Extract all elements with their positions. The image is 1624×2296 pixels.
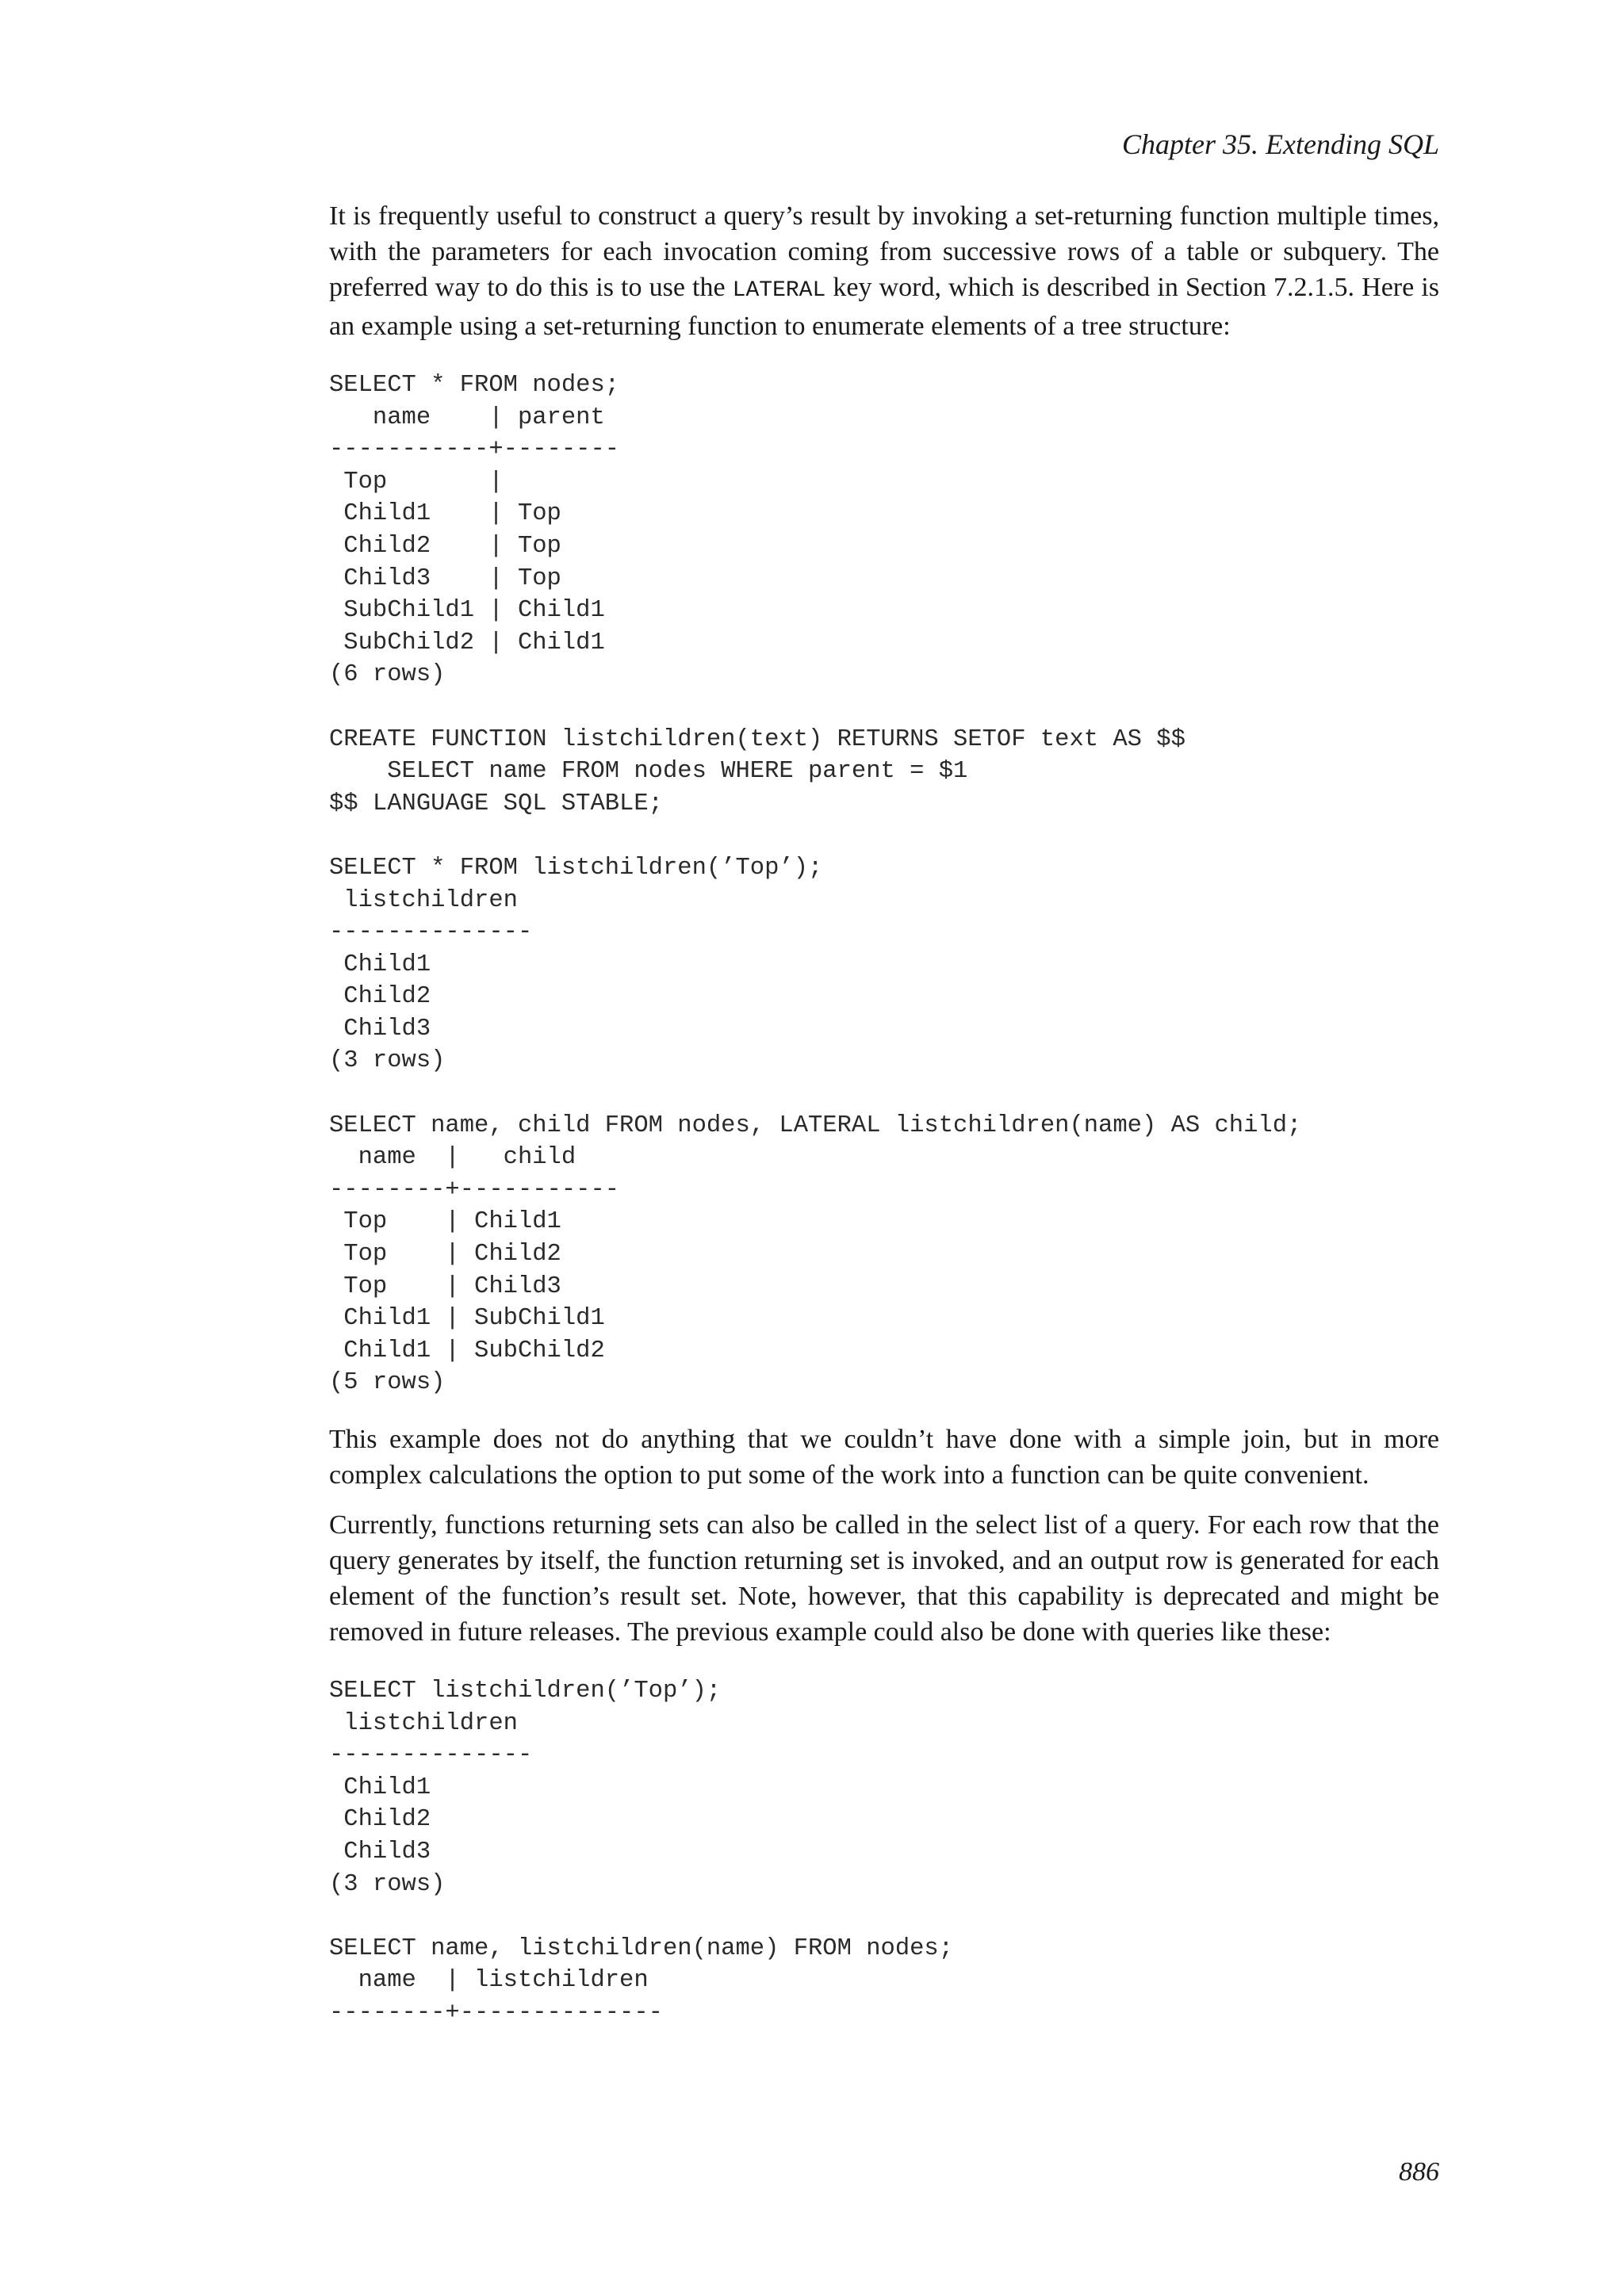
page-body [329, 198, 1439, 2030]
lateral-keyword: LATERAL [732, 278, 826, 303]
code-example-listchildren: SELECT * FROM nodes; name | parent -----------+-------- Top | Child1 | Top Child2 | Top Child3 | Top SubChild1 | Child1 SubChild2 | Child1 (6 rows) CREATE FUNCTION listchildren(text) RETURNS SETOF text AS $$ SELECT name FROM nodes WHERE parent = $1 $$ LANGUAGE SQL STABLE; SELECT * FROM listchildren(’Top’); listchildren -------------- Child1 Child2 Child3 (3 rows) SELECT name, child FROM nodes, LATERAL listchildren(name) AS child; name | child --------+----------- Top | Child1 Top | Child2 Top | Child3 Child1 | SubChild1 Child1 | SubChild2 (5 rows) [329, 372, 1302, 1397]
select-list-paragraph: Currently, functions returning sets can also be called in the select list of a query. For each row that the query generates by itself, the function returning set is invoked, and an output row is generated for each element of the function’s result set. Note, however, that this capability is deprecated and might be removed in future releases. The previous example could also be done with queries like these: [329, 1510, 1439, 1647]
intro-paragraph [329, 198, 1439, 344]
intro-text-start: It is frequently useful to construct a query’s result by invoking a set-returning function multiple times, with the parameters for each invocation coming from successive rows of a table or subquery. The preferred way to do this is to use the [329, 201, 1439, 302]
page-number: 886 [1399, 2157, 1439, 2187]
chapter-header: Chapter 35. Extending SQL [1122, 128, 1439, 160]
document-page [329, 0, 1439, 2296]
join-note-paragraph: This example does not do anything that we couldn’t have done with a simple join, but in more complex calculations the option to put some of the work into a function can be quite convenient. [329, 1425, 1439, 1490]
code-example-select-list: SELECT listchildren(’Top’); listchildren -------------- Child1 Child2 Child3 (3 rows) SELECT name, listchildren(name) FROM nodes; name | listchildren --------+-------------- [329, 1678, 954, 2026]
intro-text-end: key word, which is described in Section 7.2.1.5. Here is an example using a set-returning function to enumerate elements of a tree structure: [329, 273, 1439, 341]
